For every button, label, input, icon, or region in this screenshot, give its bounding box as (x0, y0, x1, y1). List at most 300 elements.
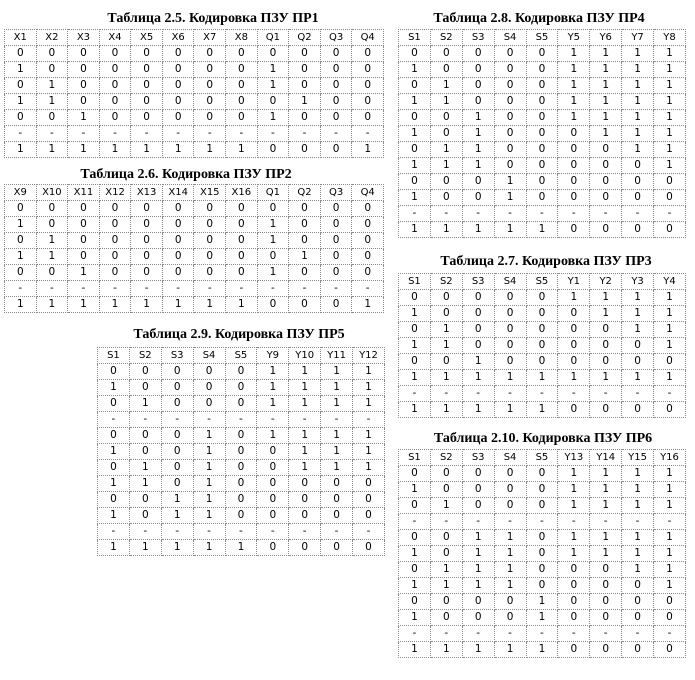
table-cell: 0 (321, 492, 353, 508)
table-cell: 0 (161, 380, 193, 396)
table-cell: 1 (590, 126, 622, 142)
table-cell: 0 (494, 46, 526, 62)
table-cell: 0 (289, 62, 321, 78)
column-header: Y10 (289, 348, 321, 364)
table-cell: 0 (68, 201, 100, 217)
table-cell: 0 (352, 46, 384, 62)
table-cell: 0 (353, 476, 385, 492)
table-cell: 1 (289, 460, 321, 476)
table-cell: 0 (558, 578, 590, 594)
table-cell: 1 (654, 62, 686, 78)
table-cell: 1 (257, 78, 289, 94)
table-cell: 0 (622, 578, 654, 594)
table-cell: 0 (36, 265, 68, 281)
table-cell: - (622, 206, 654, 222)
table-cell: 1 (36, 142, 68, 158)
table-cell: 1 (353, 396, 385, 412)
table-row (399, 290, 686, 306)
table-cell: 0 (654, 642, 686, 658)
table-cell: 0 (494, 482, 526, 498)
column-header: Q1 (257, 30, 289, 46)
table-cell: 0 (99, 233, 131, 249)
table-cell: 0 (622, 642, 654, 658)
column-header: X1 (5, 30, 37, 46)
table-cell: 1 (36, 94, 68, 110)
table-cell: 0 (526, 110, 558, 126)
table-cell: 0 (430, 306, 462, 322)
table-cell: 0 (494, 110, 526, 126)
table-cell: 0 (558, 322, 590, 338)
table-cell: 1 (590, 530, 622, 546)
table-cell: 0 (99, 217, 131, 233)
table-cell: 0 (558, 174, 590, 190)
table-row (5, 94, 384, 110)
table-cell: 1 (257, 396, 289, 412)
column-header: Q3 (320, 185, 352, 201)
table-cell: 1 (430, 222, 462, 238)
table-cell: 0 (430, 546, 462, 562)
table-title: Таблица 2.7. Кодировка ПЗУ ПР3 (440, 254, 652, 269)
table-cell: 1 (399, 94, 431, 110)
table-cell: 1 (162, 142, 194, 158)
table-cell: 1 (622, 94, 654, 110)
table-cell: 0 (494, 498, 526, 514)
table-cell: 1 (654, 110, 686, 126)
table-cell: 0 (353, 492, 385, 508)
table-row (98, 492, 385, 508)
table-cell: 1 (98, 476, 130, 492)
column-header: X13 (131, 185, 163, 201)
table-cell: 0 (5, 46, 37, 62)
table-cell: 0 (257, 142, 289, 158)
table-cell: 0 (430, 482, 462, 498)
table-cell: - (462, 386, 494, 402)
table-cell: 0 (654, 190, 686, 206)
table-cell: 0 (36, 201, 68, 217)
table-cell: 0 (99, 249, 131, 265)
column-header: X14 (162, 185, 194, 201)
table-cell: 0 (462, 290, 494, 306)
table-cell: 0 (36, 110, 68, 126)
table-cell: 0 (399, 78, 431, 94)
table-cell: 1 (99, 142, 131, 158)
table-cell: 0 (99, 46, 131, 62)
table-cell: 0 (68, 94, 100, 110)
table-cell: - (558, 626, 590, 642)
table-cell: 1 (5, 94, 37, 110)
table-cell: 1 (193, 492, 225, 508)
table-cell: 1 (462, 110, 494, 126)
table-cell: 0 (193, 396, 225, 412)
column-header: S5 (526, 30, 558, 46)
table-cell: 1 (399, 402, 431, 418)
column-header: Y12 (353, 348, 385, 364)
table-row (399, 546, 686, 562)
table-cell: 0 (225, 476, 257, 492)
table-cell: 0 (289, 492, 321, 508)
table-row (98, 396, 385, 412)
table-cell: 0 (430, 466, 462, 482)
table-cell: - (193, 524, 225, 540)
table-cell: 0 (257, 540, 289, 556)
column-header: X8 (226, 30, 258, 46)
table-row (399, 110, 686, 126)
table-cell: - (194, 281, 226, 297)
column-header: X15 (194, 185, 226, 201)
table-cell: 1 (622, 62, 654, 78)
table-cell: 0 (590, 222, 622, 238)
table-cell: 0 (68, 46, 100, 62)
table-cell: 0 (494, 322, 526, 338)
table-cell: 0 (430, 190, 462, 206)
table-row (399, 190, 686, 206)
table-cell: 0 (257, 249, 289, 265)
table-cell: 1 (399, 578, 431, 594)
table-cell: 1 (5, 62, 37, 78)
table-cell: - (430, 626, 462, 642)
table-cell: 1 (526, 370, 558, 386)
column-header: Y6 (590, 30, 622, 46)
table-cell: 1 (654, 126, 686, 142)
header-row (399, 30, 686, 46)
table-cell: 1 (193, 540, 225, 556)
table-row (399, 466, 686, 482)
table-cell: 1 (558, 290, 590, 306)
table-cell: - (99, 126, 131, 142)
table-cell: 1 (590, 466, 622, 482)
table-cell: 0 (5, 233, 37, 249)
table-cell: 0 (320, 249, 352, 265)
column-header: Y3 (622, 274, 654, 290)
table-title: Таблица 2.10. Кодировка ПЗУ ПР6 (433, 431, 653, 446)
table-cell: - (526, 514, 558, 530)
table-cell: 1 (462, 562, 494, 578)
table-cell: 1 (654, 94, 686, 110)
table-row (98, 524, 385, 540)
table-cell: 1 (289, 364, 321, 380)
table-cell: - (36, 126, 68, 142)
table-row (5, 110, 384, 126)
table-cell: 1 (430, 322, 462, 338)
column-header: S2 (430, 274, 462, 290)
table-cell: - (352, 126, 384, 142)
table-row (399, 174, 686, 190)
table-row (399, 386, 686, 402)
column-header: S3 (161, 348, 193, 364)
table-cell: - (129, 524, 161, 540)
table-cell: 0 (129, 380, 161, 396)
table-cell: 0 (289, 201, 321, 217)
table-cell: - (226, 126, 258, 142)
table-cell: 0 (494, 62, 526, 78)
table-cell: 0 (399, 562, 431, 578)
column-header: S1 (399, 450, 431, 466)
table-cell: 0 (289, 476, 321, 492)
table-cell: 0 (526, 78, 558, 94)
table-cell: 0 (98, 364, 130, 380)
table-cell: 1 (68, 110, 100, 126)
table-cell: 1 (289, 94, 321, 110)
table-cell: - (5, 126, 37, 142)
table-cell: 1 (321, 396, 353, 412)
table-cell: 0 (590, 610, 622, 626)
table-cell: 1 (462, 642, 494, 658)
table-cell: 1 (558, 46, 590, 62)
table-cell: - (193, 412, 225, 428)
table-cell: 0 (36, 217, 68, 233)
table-cell: 0 (494, 158, 526, 174)
table-cell: 1 (622, 466, 654, 482)
column-header: S4 (193, 348, 225, 364)
column-header: Q4 (352, 30, 384, 46)
table-cell: 0 (526, 562, 558, 578)
table-cell: 1 (462, 142, 494, 158)
table-cell: 0 (194, 249, 226, 265)
column-header: S2 (430, 450, 462, 466)
table-cell: 1 (590, 94, 622, 110)
table-cell: 0 (225, 380, 257, 396)
table-row (399, 402, 686, 418)
table-cell: 1 (622, 482, 654, 498)
column-header: X3 (68, 30, 100, 46)
table-cell: 1 (131, 142, 163, 158)
table-cell: 0 (225, 396, 257, 412)
table-cell: 0 (161, 364, 193, 380)
table-cell: 0 (462, 610, 494, 626)
table-cell: 0 (161, 476, 193, 492)
table-cell: 0 (320, 217, 352, 233)
table-cell: 1 (399, 190, 431, 206)
table-cell: 0 (462, 190, 494, 206)
header-row (399, 450, 686, 466)
table-cell: 1 (257, 364, 289, 380)
column-header: Y7 (622, 30, 654, 46)
table-cell: 1 (399, 126, 431, 142)
table-cell: 0 (162, 46, 194, 62)
table-cell: 0 (289, 78, 321, 94)
table-cell: 0 (654, 610, 686, 626)
table-row (399, 610, 686, 626)
table-cell: 1 (590, 498, 622, 514)
table-cell: 0 (321, 508, 353, 524)
table-cell: 0 (226, 249, 258, 265)
table-cell: 1 (129, 396, 161, 412)
table-cell: 0 (526, 322, 558, 338)
table-cell: 0 (5, 110, 37, 126)
table-cell: 1 (654, 370, 686, 386)
table-cell: 0 (194, 110, 226, 126)
rom-table-pr4 (398, 29, 686, 238)
table-cell: 0 (36, 46, 68, 62)
table-cell: 1 (622, 126, 654, 142)
table-row (5, 46, 384, 62)
table-cell: 1 (289, 428, 321, 444)
table-cell: 0 (321, 476, 353, 492)
table-cell: 0 (558, 142, 590, 158)
table-cell: 1 (654, 530, 686, 546)
table-cell: 1 (162, 297, 194, 313)
table-cell: 0 (129, 492, 161, 508)
table-cell: - (558, 206, 590, 222)
column-header: S4 (494, 450, 526, 466)
table-cell: 1 (353, 460, 385, 476)
table-cell: - (494, 206, 526, 222)
table-cell: 1 (161, 508, 193, 524)
table-title: Таблица 2.9. Кодировка ПЗУ ПР5 (133, 327, 345, 342)
table-cell: - (321, 524, 353, 540)
rom-table-pr3 (398, 273, 686, 418)
table-cell: 1 (5, 142, 37, 158)
table-cell: 0 (68, 217, 100, 233)
table-cell: 0 (257, 476, 289, 492)
table-cell: 1 (526, 610, 558, 626)
table-cell: 0 (5, 78, 37, 94)
table-cell: 0 (162, 78, 194, 94)
column-header: S1 (399, 30, 431, 46)
table-row (5, 62, 384, 78)
column-header: Y14 (590, 450, 622, 466)
rom-table-pr5 (97, 347, 385, 556)
table-cell: 1 (622, 562, 654, 578)
table-cell: 1 (430, 370, 462, 386)
table-cell: 1 (494, 174, 526, 190)
table-cell: - (257, 126, 289, 142)
table-cell: 1 (622, 370, 654, 386)
column-header: Y13 (558, 450, 590, 466)
column-header: S5 (526, 450, 558, 466)
table-cell: 0 (257, 508, 289, 524)
table-cell: 1 (321, 460, 353, 476)
table-cell: 0 (289, 540, 321, 556)
table-cell: 0 (399, 530, 431, 546)
table-cell: 0 (162, 249, 194, 265)
header-row (5, 185, 384, 201)
table-cell: 0 (558, 306, 590, 322)
table-cell: 0 (194, 46, 226, 62)
table-cell: 1 (131, 297, 163, 313)
table-cell: - (654, 626, 686, 642)
table-cell: 0 (194, 94, 226, 110)
table-cell: 0 (399, 290, 431, 306)
table-row (5, 233, 384, 249)
table-cell: 0 (462, 498, 494, 514)
table-cell: 0 (99, 94, 131, 110)
table-cell: 0 (98, 492, 130, 508)
table-cell: 0 (131, 265, 163, 281)
table-cell: 0 (320, 201, 352, 217)
table-cell: - (590, 386, 622, 402)
table-cell: - (590, 206, 622, 222)
table-cell: - (622, 514, 654, 530)
table-cell: 1 (622, 306, 654, 322)
column-header: S1 (98, 348, 130, 364)
table-cell: 0 (161, 460, 193, 476)
table-cell: 1 (558, 498, 590, 514)
column-header: S1 (399, 274, 431, 290)
table-cell: 1 (99, 297, 131, 313)
table-cell: 0 (399, 322, 431, 338)
table-cell: 0 (622, 610, 654, 626)
table-cell: 0 (352, 78, 384, 94)
table-cell: - (353, 412, 385, 428)
table-cell: 0 (161, 444, 193, 460)
table-cell: 1 (193, 444, 225, 460)
table-cell: 1 (622, 46, 654, 62)
table-cell: 0 (526, 306, 558, 322)
table-cell: 1 (462, 546, 494, 562)
table-cell: 1 (494, 222, 526, 238)
table-cell: - (399, 626, 431, 642)
table-cell: 0 (226, 94, 258, 110)
column-header: X16 (226, 185, 258, 201)
table-cell: 0 (590, 402, 622, 418)
table-cell: - (494, 626, 526, 642)
table-cell: 0 (526, 530, 558, 546)
table-row (399, 158, 686, 174)
table-cell: 1 (194, 297, 226, 313)
table-cell: 0 (352, 217, 384, 233)
table-cell: 0 (590, 322, 622, 338)
table-cell: 0 (494, 78, 526, 94)
table-cell: - (462, 206, 494, 222)
table-cell: 1 (590, 482, 622, 498)
table-cell: 0 (162, 110, 194, 126)
table-cell: 1 (399, 642, 431, 658)
table-row (399, 578, 686, 594)
table-row (98, 412, 385, 428)
table-row (399, 126, 686, 142)
column-header: S4 (494, 274, 526, 290)
table-cell: 0 (462, 78, 494, 94)
table-cell: 0 (558, 190, 590, 206)
column-header: X5 (131, 30, 163, 46)
table-cell: - (225, 412, 257, 428)
table-cell: 0 (558, 126, 590, 142)
table-cell: 1 (289, 444, 321, 460)
table-row (399, 206, 686, 222)
table-cell: 0 (129, 508, 161, 524)
table-cell: 1 (129, 540, 161, 556)
table-cell: 0 (462, 46, 494, 62)
table-cell: 0 (353, 508, 385, 524)
table-cell: 0 (558, 594, 590, 610)
column-header: Y5 (558, 30, 590, 46)
table-cell: 1 (430, 498, 462, 514)
table-cell: - (430, 386, 462, 402)
table-cell: 0 (462, 338, 494, 354)
table-cell: 1 (590, 78, 622, 94)
table-cell: 0 (462, 466, 494, 482)
table-cell: 0 (289, 508, 321, 524)
table-cell: - (98, 524, 130, 540)
table-cell: 0 (654, 174, 686, 190)
table-row (5, 281, 384, 297)
table-row (399, 306, 686, 322)
table-cell: 0 (430, 126, 462, 142)
table-cell: 0 (289, 110, 321, 126)
table-cell: 0 (622, 354, 654, 370)
table-cell: 0 (129, 428, 161, 444)
table-cell: 0 (526, 290, 558, 306)
table-cell: 1 (353, 444, 385, 460)
table-cell: 0 (257, 444, 289, 460)
table-title: Таблица 2.5. Кодировка ПЗУ ПР1 (107, 11, 319, 26)
column-header: S3 (462, 450, 494, 466)
column-header: Q4 (352, 185, 384, 201)
table-cell: 0 (5, 201, 37, 217)
table-cell: 0 (99, 201, 131, 217)
header-row (5, 30, 384, 46)
